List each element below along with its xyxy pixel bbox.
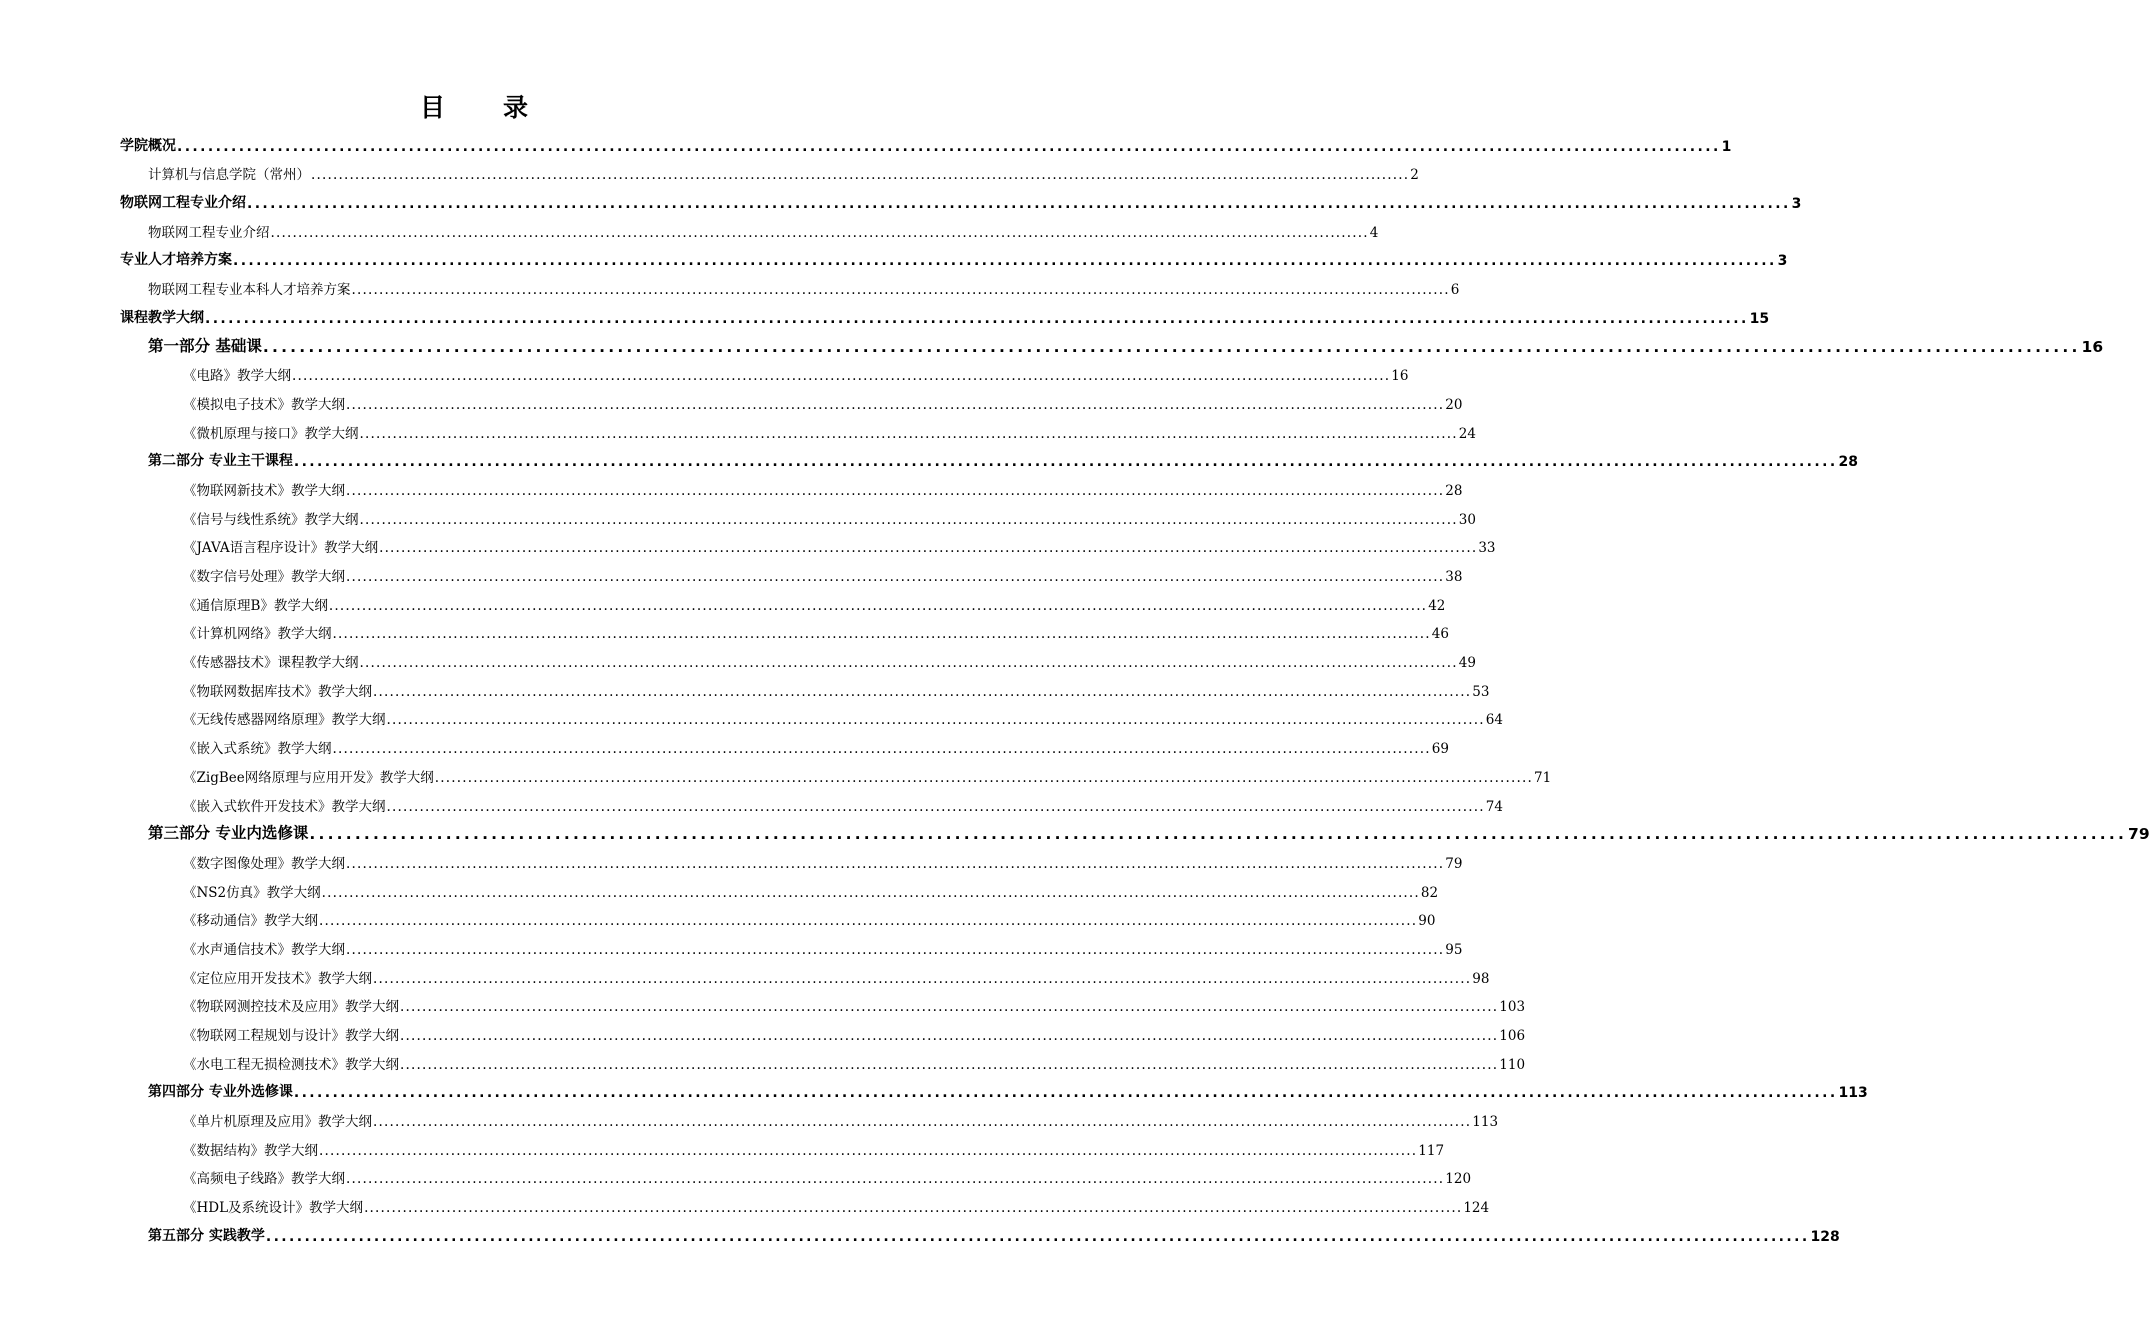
dot-leader: ........................................................................................................................................................................................................ bbox=[400, 999, 1499, 1016]
toc-entry-page-number: 4 bbox=[1369, 224, 1379, 241]
toc-entry-page-number: 95 bbox=[1445, 941, 1463, 958]
dot-leader: ........................................................................................................................................................................................................ bbox=[346, 569, 1445, 585]
dot-leader: ........................................................................................................................................................................................................ bbox=[319, 913, 1418, 930]
page-title bbox=[0, 88, 950, 124]
toc-entry-page-number: 28 bbox=[1445, 482, 1463, 499]
dot-leader: ........................................................................................................................................................................................................ bbox=[359, 425, 1458, 442]
dot-leader: ........................................................................................................................................................................................................ bbox=[373, 683, 1472, 700]
toc-entry-page-number: 106 bbox=[1499, 1028, 1526, 1044]
toc-entry-title: 《水声通信技术》教学大纲 bbox=[183, 941, 345, 958]
toc-entry-page-number: 120 bbox=[1445, 1171, 1472, 1188]
dot-leader: ........................................................................................................................................................................................................ bbox=[386, 798, 1485, 815]
toc-entry[interactable] bbox=[120, 700, 1503, 729]
toc-entry-title: 《无线传感器网络原理》教学大纲 bbox=[183, 712, 386, 729]
toc-entry-page-number: 113 bbox=[1838, 1085, 1868, 1102]
toc-entry-title: 《单片机原理及应用》教学大纲 bbox=[183, 1114, 372, 1131]
toc-entry-title: 《嵌入式软件开发技术》教学大纲 bbox=[183, 798, 386, 815]
toc-entry[interactable] bbox=[120, 958, 1490, 987]
toc-entry-title: 第四部分 专业外选修课 bbox=[148, 1084, 293, 1101]
toc-entry[interactable] bbox=[120, 269, 1460, 299]
dot-leader: ........................................................................................................................................................................................................ bbox=[400, 1028, 1499, 1044]
toc-entry[interactable] bbox=[120, 815, 2150, 844]
toc-entry[interactable] bbox=[120, 1130, 1445, 1159]
toc-entry-page-number: 74 bbox=[1485, 798, 1503, 815]
toc-entry-page-number: 2 bbox=[1410, 167, 1419, 184]
toc-entry-page-number: 24 bbox=[1458, 425, 1476, 442]
toc-entry-page-number: 71 bbox=[1534, 769, 1552, 786]
toc-entry-page-number: 3 bbox=[1791, 196, 1802, 213]
dot-leader: ........................................................................................................................................................................................................ bbox=[346, 1171, 1445, 1188]
toc-entry-title: 《定位应用开发技术》教学大纲 bbox=[183, 970, 372, 987]
toc-entry[interactable] bbox=[120, 872, 1439, 901]
dot-leader: ........................................................................................................................................................................................................ bbox=[293, 1085, 1838, 1102]
toc-entry[interactable] bbox=[120, 901, 1436, 930]
toc-entry-page-number: 103 bbox=[1499, 999, 1526, 1016]
dot-leader: ........................................................................................................................................................................................................ bbox=[319, 1142, 1418, 1159]
toc-entry-page-number: 16 bbox=[1391, 368, 1409, 385]
dot-leader: ........................................................................................................................................................................................................ bbox=[309, 825, 2128, 844]
toc-entry-title: 《嵌入式系统》教学大纲 bbox=[183, 741, 332, 758]
toc-entry-page-number: 3 bbox=[1777, 253, 1788, 270]
toc-entry[interactable] bbox=[120, 585, 1446, 614]
toc-entry-page-number: 46 bbox=[1431, 626, 1449, 643]
title-char-1: 目 bbox=[419, 93, 447, 122]
toc-entry-page-number: 38 bbox=[1445, 569, 1463, 585]
toc-entry[interactable] bbox=[120, 614, 1449, 643]
toc-entry-page-number: 113 bbox=[1472, 1114, 1499, 1131]
toc-entry-title: 《JAVA语言程序设计》教学大纲 bbox=[183, 540, 379, 557]
title-char-2: 录 bbox=[503, 93, 531, 122]
toc-entry[interactable] bbox=[120, 384, 1463, 413]
toc-entry-title: 《物联网工程规划与设计》教学大纲 bbox=[183, 1028, 399, 1044]
toc-entry-title: 《微机原理与接口》教学大纲 bbox=[183, 425, 359, 442]
dot-leader: ........................................................................................................................................................................................................ bbox=[265, 1228, 1810, 1245]
toc-entry-title: 《电路》教学大纲 bbox=[183, 368, 291, 385]
toc-entry-page-number: 110 bbox=[1499, 1056, 1526, 1073]
toc-entry-title: 《物联网数据库技术》教学大纲 bbox=[183, 683, 372, 700]
dot-leader: ........................................................................................................................................................................................................ bbox=[373, 970, 1472, 987]
toc-entry[interactable] bbox=[120, 757, 1552, 786]
dot-leader: ........................................................................................................................................................................................................ bbox=[346, 396, 1445, 413]
dot-leader: ........................................................................................................................................................................................................ bbox=[247, 196, 1791, 213]
toc-entry-title: 《通信原理B》教学大纲 bbox=[183, 597, 328, 614]
dot-leader: ........................................................................................................................................................................................................ bbox=[359, 655, 1458, 672]
toc-entry-page-number: 20 bbox=[1445, 396, 1463, 413]
toc-entry[interactable] bbox=[120, 183, 1802, 213]
toc-entry-title: 《数据结构》教学大纲 bbox=[183, 1142, 318, 1159]
toc-entry-title: 《ZigBee网络原理与应用开发》教学大纲 bbox=[183, 769, 434, 786]
dot-leader: ........................................................................................................................................................................................................ bbox=[332, 741, 1431, 758]
toc-entry[interactable] bbox=[120, 1101, 1499, 1131]
toc-entry[interactable] bbox=[120, 786, 1503, 815]
toc-entry-title: 计算机与信息学院（常州） bbox=[148, 167, 310, 184]
dot-leader: ........................................................................................................................................................................................................ bbox=[321, 884, 1420, 901]
toc-entry-title: 《信号与线性系统》教学大纲 bbox=[183, 511, 359, 528]
toc-entry[interactable] bbox=[120, 1187, 1490, 1217]
toc-entry-title: 课程教学大纲 bbox=[120, 309, 204, 326]
toc-entry[interactable] bbox=[120, 442, 1859, 471]
toc-entry-page-number: 1 bbox=[1721, 138, 1732, 155]
toc-entry-title: 第五部分 实践教学 bbox=[148, 1227, 265, 1244]
toc-entry-page-number: 69 bbox=[1431, 741, 1449, 758]
toc-entry[interactable] bbox=[120, 1073, 1868, 1102]
toc-entry-page-number: 90 bbox=[1418, 913, 1436, 930]
toc-entry-title: 《传感器技术》课程教学大纲 bbox=[183, 655, 359, 672]
toc-entry-page-number: 42 bbox=[1428, 597, 1446, 614]
toc-entry[interactable] bbox=[120, 528, 1496, 557]
toc-entry-page-number: 6 bbox=[1450, 282, 1460, 299]
toc-entry-title: 物联网工程专业本科人才培养方案 bbox=[148, 282, 351, 299]
dot-leader: ........................................................................................................................................................................................................ bbox=[262, 337, 2081, 356]
dot-leader: ........................................................................................................................................................................................................ bbox=[205, 310, 1749, 327]
toc-entry[interactable] bbox=[120, 671, 1490, 700]
dot-leader: ........................................................................................................................................................................................................ bbox=[311, 167, 1410, 184]
toc-entry-title: 物联网工程专业介绍 bbox=[120, 195, 246, 212]
dot-leader: ........................................................................................................................................................................................................ bbox=[328, 597, 1428, 614]
toc-entry-page-number: 33 bbox=[1478, 540, 1496, 557]
toc-entry-title: 《数字信号处理》教学大纲 bbox=[183, 569, 345, 585]
toc-entry[interactable] bbox=[120, 642, 1476, 672]
toc-entry-page-number: 64 bbox=[1485, 712, 1503, 729]
dot-leader: ........................................................................................................................................................................................................ bbox=[359, 511, 1458, 528]
dot-leader: ........................................................................................................................................................................................................ bbox=[400, 1056, 1499, 1073]
toc-entry-title: 《模拟电子技术》教学大纲 bbox=[183, 396, 345, 413]
toc-entry-page-number: 117 bbox=[1418, 1142, 1445, 1159]
toc-entry-title: 第三部分 专业内选修课 bbox=[148, 824, 309, 843]
dot-leader: ........................................................................................................................................................................................................ bbox=[434, 769, 1534, 786]
toc-entry[interactable] bbox=[120, 499, 1476, 528]
toc-entry[interactable] bbox=[120, 212, 1379, 241]
toc-entry-title: 《水电工程无损检测技术》教学大纲 bbox=[183, 1056, 399, 1073]
dot-leader: ........................................................................................................................................................................................................ bbox=[292, 368, 1391, 385]
toc-entry-title: 专业人才培养方案 bbox=[120, 252, 232, 269]
toc-entry-page-number: 53 bbox=[1472, 683, 1490, 700]
toc-entry-title: 《物联网新技术》教学大纲 bbox=[183, 482, 345, 499]
toc-entry-page-number: 79 bbox=[2128, 825, 2150, 844]
toc-entry[interactable] bbox=[120, 327, 2104, 356]
dot-leader: ........................................................................................................................................................................................................ bbox=[346, 855, 1445, 872]
toc-entry[interactable] bbox=[120, 1159, 1472, 1188]
dot-leader: ........................................................................................................................................................................................................ bbox=[346, 482, 1445, 499]
toc-entry-page-number: 128 bbox=[1810, 1228, 1840, 1245]
toc-entry-title: 《计算机网络》教学大纲 bbox=[183, 626, 332, 643]
toc-entry-title: 第二部分 专业主干课程 bbox=[148, 453, 293, 470]
toc-entry[interactable] bbox=[120, 1044, 1526, 1073]
toc-entry[interactable] bbox=[120, 1216, 1840, 1245]
dot-leader: ........................................................................................................................................................................................................ bbox=[233, 253, 1777, 270]
toc-entry[interactable] bbox=[120, 470, 1463, 499]
toc-entry[interactable] bbox=[120, 126, 1732, 155]
dot-leader: ........................................................................................................................................................................................................ bbox=[270, 224, 1369, 241]
toc-entry[interactable] bbox=[120, 929, 1463, 958]
toc-entry-page-number: 79 bbox=[1445, 855, 1463, 872]
toc-entry-title: 《HDL及系统设计》教学大纲 bbox=[183, 1200, 364, 1217]
toc-entry[interactable] bbox=[120, 298, 1770, 327]
toc-entry-title: 物联网工程专业介绍 bbox=[148, 224, 270, 241]
toc-entry-page-number: 16 bbox=[2081, 337, 2104, 356]
toc-entry-title: 《数字图像处理》教学大纲 bbox=[183, 855, 345, 872]
toc-entry-title: 《高频电子线路》教学大纲 bbox=[183, 1171, 345, 1188]
dot-leader: ........................................................................................................................................................................................................ bbox=[373, 1114, 1472, 1131]
toc-entry[interactable] bbox=[120, 556, 1463, 585]
toc-entry[interactable] bbox=[120, 987, 1526, 1016]
dot-leader: ........................................................................................................................................................................................................ bbox=[379, 540, 1478, 557]
toc-entry-page-number: 28 bbox=[1838, 454, 1859, 471]
toc-entry-page-number: 82 bbox=[1420, 884, 1439, 901]
dot-leader: ........................................................................................................................................................................................................ bbox=[293, 454, 1838, 471]
toc-entry-page-number: 49 bbox=[1458, 655, 1476, 672]
dot-leader: ........................................................................................................................................................................................................ bbox=[386, 712, 1485, 729]
toc-entry-page-number: 30 bbox=[1458, 511, 1476, 528]
toc-entry[interactable] bbox=[120, 843, 1463, 872]
dot-leader: ........................................................................................................................................................................................................ bbox=[351, 282, 1450, 299]
toc-entry-title: 《物联网测控技术及应用》教学大纲 bbox=[183, 999, 399, 1016]
toc-entry[interactable] bbox=[120, 356, 1409, 385]
toc-entry-title: 《NS2仿真》教学大纲 bbox=[183, 884, 321, 901]
toc-entry-page-number: 124 bbox=[1463, 1200, 1490, 1217]
toc-entry[interactable] bbox=[120, 1015, 1526, 1044]
dot-leader: ........................................................................................................................................................................................................ bbox=[177, 138, 1721, 155]
toc-entry[interactable] bbox=[120, 413, 1476, 442]
toc-entry-title: 学院概况 bbox=[120, 137, 176, 154]
toc-entry[interactable] bbox=[120, 728, 1449, 758]
dot-leader: ........................................................................................................................................................................................................ bbox=[346, 941, 1445, 958]
table-of-contents bbox=[120, 126, 2150, 1245]
toc-entry[interactable] bbox=[120, 155, 1419, 184]
toc-entry-title: 《移动通信》教学大纲 bbox=[183, 913, 318, 930]
toc-entry-page-number: 15 bbox=[1749, 310, 1770, 327]
toc-entry[interactable] bbox=[120, 241, 1788, 270]
toc-entry-title: 第一部分 基础课 bbox=[148, 336, 262, 355]
dot-leader: ........................................................................................................................................................................................................ bbox=[364, 1200, 1463, 1217]
dot-leader: ........................................................................................................................................................................................................ bbox=[332, 626, 1431, 643]
toc-entry-page-number: 98 bbox=[1472, 970, 1490, 987]
